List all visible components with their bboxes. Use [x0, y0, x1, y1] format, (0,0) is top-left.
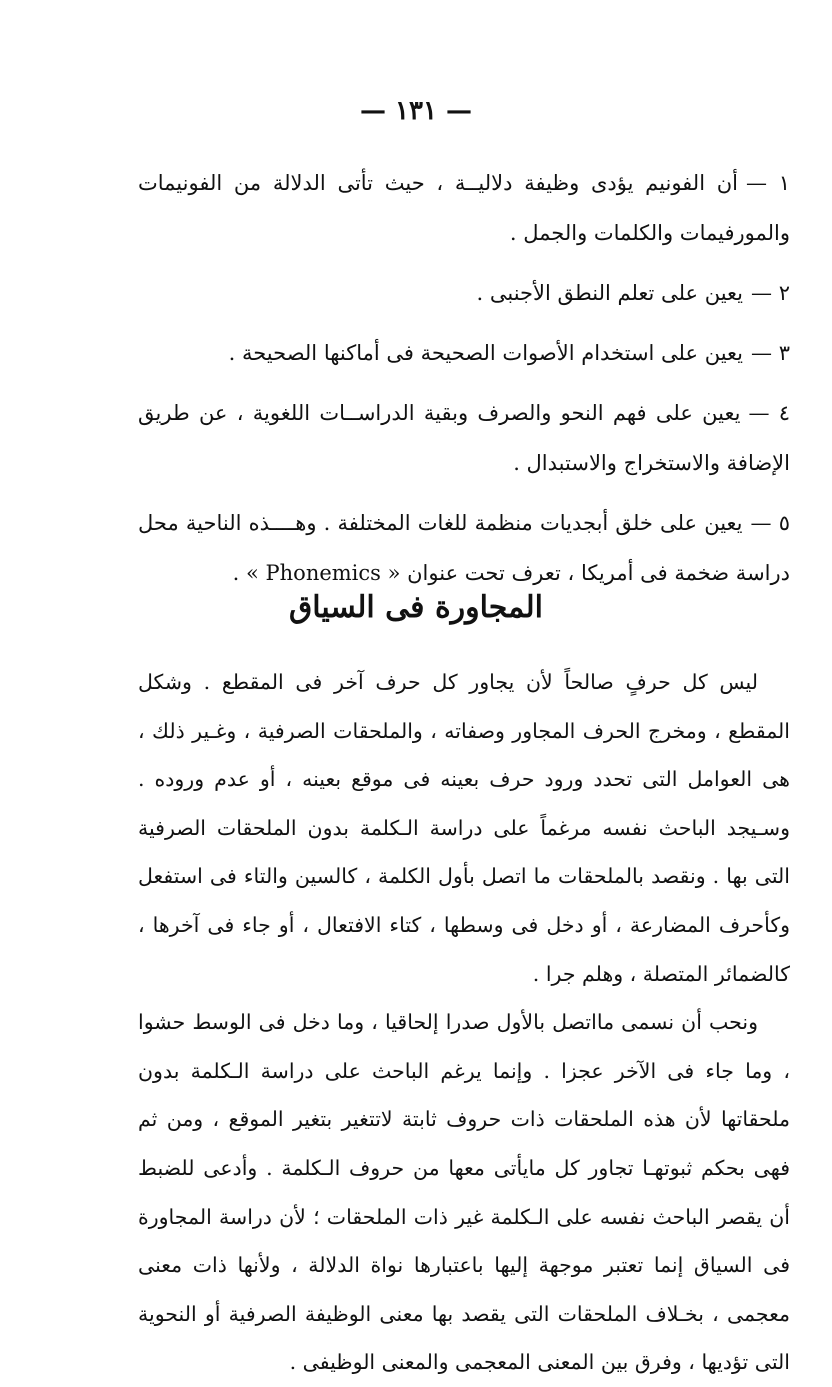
list-item-2: [138, 268, 790, 318]
list-item-5: [138, 498, 790, 598]
list-item-text: يعين على فهم النحو والصرف وبقية الدراســات اللغوية ، عن طريق الإضافة والاستخراج والاستبدال .: [138, 401, 790, 475]
list-item-4: [138, 388, 790, 488]
list-item-number: ٣ —: [751, 341, 790, 365]
section-heading: المجاورة فى السياق: [289, 590, 543, 625]
section-body: [138, 658, 790, 1387]
list-item-text: يعين على تعلم النطق الأجنبى .: [476, 281, 744, 305]
list-item-text: يعين على خلق أبجديات منظمة للغات المختلفة . وهــــذه الناحية محل دراسة ضخمة فى أمريكا ، تعرف تحت عنوان « Phonemics » .: [138, 511, 790, 585]
paragraph-1: ليس كل حرفٍ صالحاً لأن يجاور كل حرف آخر فى المقطع . وشكل المقطع ، ومخرج الحرف المجاور وصفاته ، والملحقات الصرفية ، وغـير ذلك ، هى العوامل التى تحدد ورود حرف بعينه فى موقع بعينه ، أو عدم وروده . وسـيجد الباحث نفسه مرغماً على دراسة الـكلمة بدون الملحقات الصرفية التى بها . ونقصد بالملحقات ما اتصل بأول الكلمة ، كالسين والتاء فى استفعل وكأحرف المضارعة ، أو دخل فى وسطها ، كتاء الافتعال ، أو جاء فى آخرها ، كالضمائر المتصلة ، وهلم جرا .: [138, 670, 790, 986]
list-item-1: [138, 158, 790, 258]
list-item-number: ٢ —: [751, 281, 790, 305]
list-item-text: أن الفونيم يؤدى وظيفة دلاليــة ، حيث تأتى الدلالة من الفونيمات والمورفيمات والكلمات والجمل .: [138, 171, 790, 245]
list-item-number: ١ —: [746, 171, 790, 195]
paragraph-2: ونحب أن نسمى مااتصل بالأول صدرا إلحاقيا ، وما دخل فى الوسط حشوا ، وما جاء فى الآخر عجزا . وإنما يرغم الباحث على دراسة الـكلمة بدون ملحقاتها لأن هذه الملحقات ذات حروف ثابتة لاتتغير بتغير الموقع ، ومن ثم فهى بحكم ثبوتهـا تجاور كل مايأتى معها من حروف الـكلمة . وأدعى للضبط أن يقصر الباحث نفسه على الـكلمة غير ذات الملحقات ؛ لأن دراسة المجاورة فى السياق إنما تعتبر موجهة إليها باعتبارها نواة الدلالة ، ولأنها ذات معنى معجمى ، بخـلاف الملحقات التى يقصد بها معنى الوظيفة الصرفية أو النحوية التى تؤديها ، وفرق بين المعنى المعجمى والمعنى الوظيفى .: [138, 1010, 790, 1375]
list-item-number: ٤ —: [748, 401, 790, 425]
list-item-text: يعين على استخدام الأصوات الصحيحة فى أماكنها الصحيحة .: [228, 341, 744, 365]
benefits-list: [138, 158, 790, 608]
page-number: — ١٣١ —: [359, 96, 473, 126]
list-item-number: ٥ —: [750, 511, 790, 535]
list-item-3: [138, 328, 790, 378]
